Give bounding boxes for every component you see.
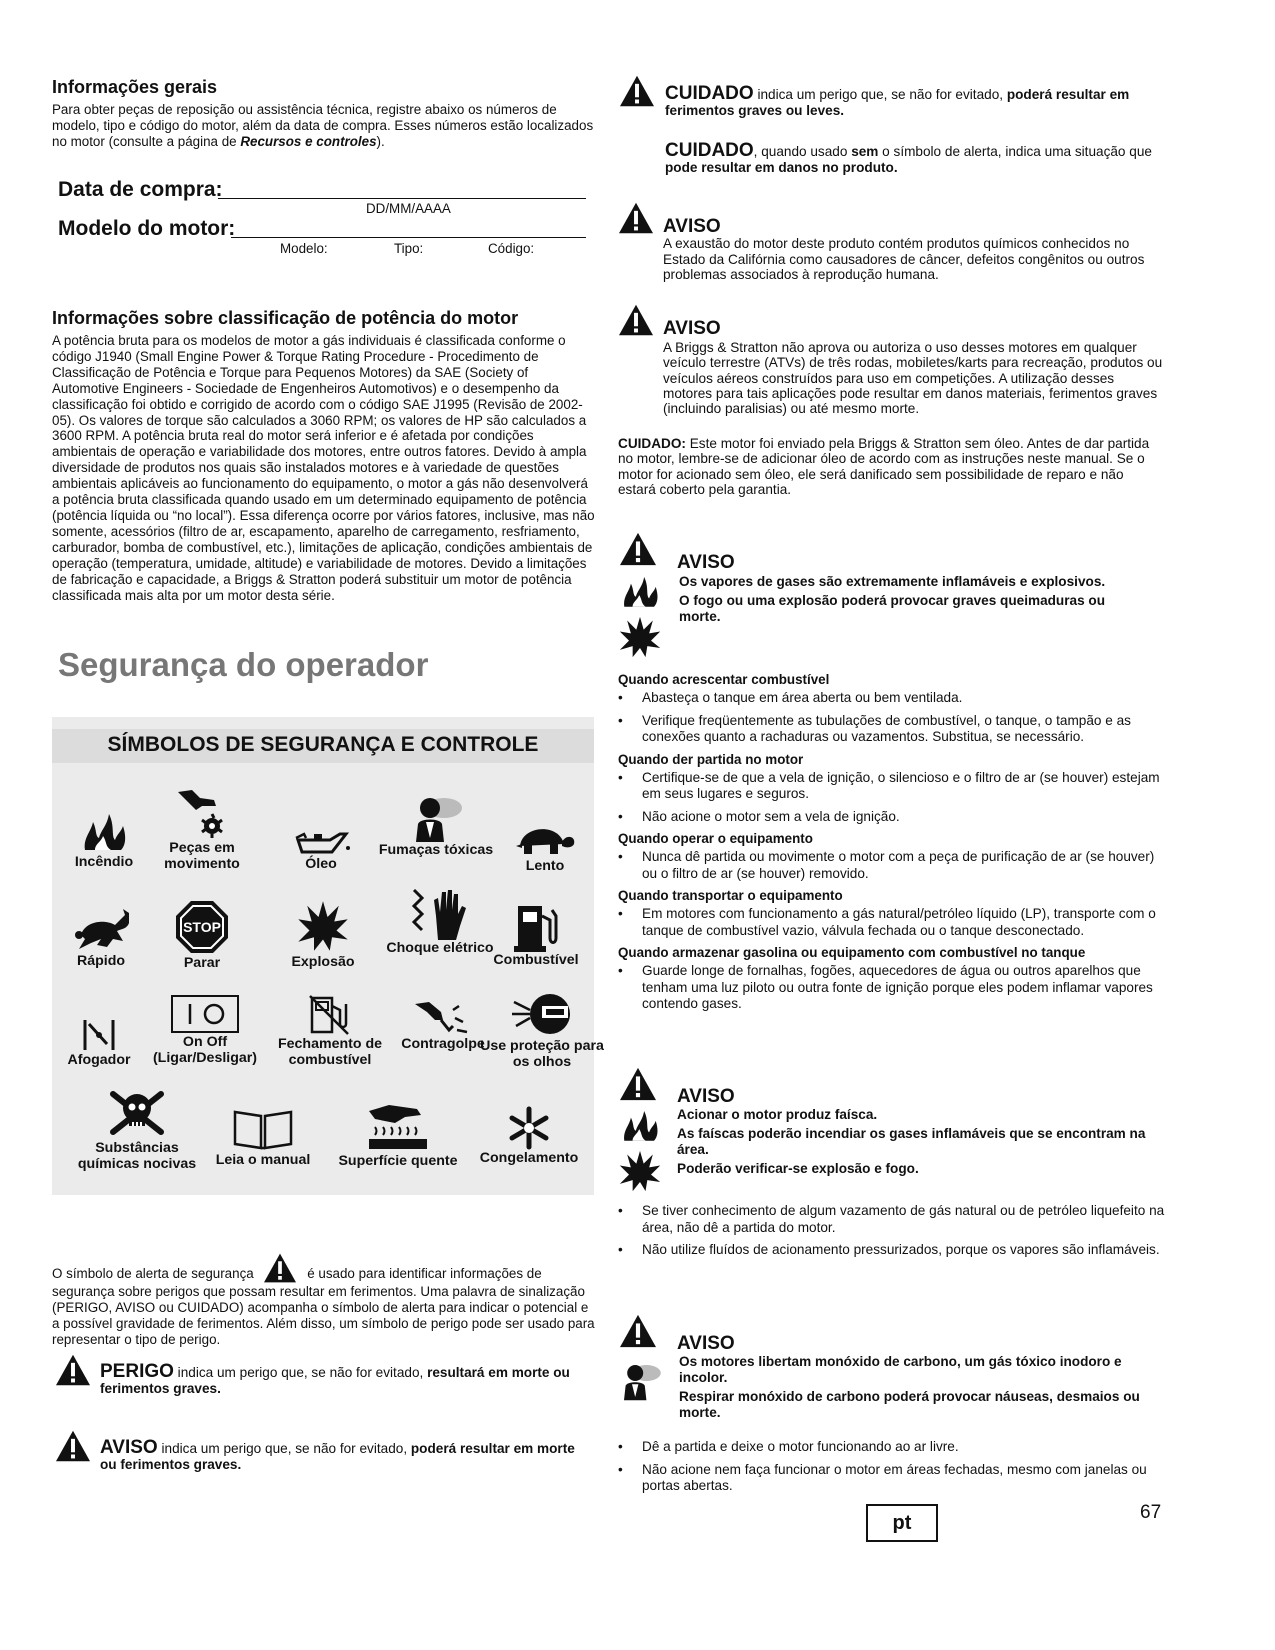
engine-model-label: Modelo do motor: bbox=[58, 217, 236, 240]
fire-icon bbox=[618, 1106, 662, 1144]
aviso5-line2: Respirar monóxido de carbono poderá provocar náuseas, desmaios ou morte. bbox=[679, 1389, 1140, 1420]
eye-protection-icon bbox=[510, 992, 574, 1038]
alert-triangle-icon bbox=[55, 1353, 91, 1387]
list-heading: Quando acrescentar combustível bbox=[618, 672, 830, 687]
purchase-date-label: Data de compra: bbox=[58, 178, 223, 201]
aviso-bold: poderá resultar em morte ou ferimentos graves. bbox=[100, 1441, 575, 1472]
model-hint: Modelo: bbox=[280, 241, 328, 256]
electric-shock-icon bbox=[408, 886, 472, 940]
symbol-label: Congelamento bbox=[479, 1150, 579, 1166]
alert-triangle-icon bbox=[618, 201, 654, 235]
symbol-hot-surface bbox=[333, 1103, 463, 1169]
toxic-fumes-icon bbox=[406, 794, 466, 842]
symbol-label: Afogador bbox=[67, 1052, 131, 1068]
aviso-definition bbox=[100, 1437, 595, 1473]
co-list bbox=[618, 1439, 1168, 1501]
language-tab: pt bbox=[866, 1504, 938, 1542]
list-item: • Abasteça o tanque em área aberta ou bem ventilada. bbox=[618, 690, 1168, 707]
purchase-date-line[interactable] bbox=[218, 198, 586, 199]
spark-list bbox=[618, 1203, 1168, 1265]
symbol-label: Contragolpe bbox=[401, 1036, 485, 1052]
symbol-label: Substâncias químicas nocivas bbox=[77, 1140, 197, 1172]
aviso3-line2: O fogo ou uma explosão poderá provocar graves queimaduras ou morte. bbox=[679, 593, 1106, 624]
aviso-word: AVISO bbox=[100, 1437, 158, 1458]
list-heading: Quando der partida no motor bbox=[618, 751, 804, 767]
explosion-icon bbox=[618, 1148, 662, 1194]
on-off-icon bbox=[170, 994, 240, 1034]
aviso3-word: AVISO bbox=[677, 552, 735, 573]
symbol-slow bbox=[480, 818, 610, 874]
rabbit-icon bbox=[71, 905, 131, 953]
page-number: 67 bbox=[1140, 1502, 1162, 1523]
aviso5-word: AVISO bbox=[677, 1333, 735, 1354]
symbol-label: Use proteção para os olhos bbox=[480, 1038, 604, 1070]
symbol-label: Fechamento de combustível bbox=[277, 1036, 383, 1068]
symbol-explosion bbox=[258, 898, 388, 970]
symbol-harmful-chemicals bbox=[72, 1086, 202, 1172]
aviso2-text: A Briggs & Stratton não aprova ou autoriza o uso desses motores em qualquer veículo terrestre (ATVs) de três rodas, mobiletes/karts para recreação, produtos ou veículos aéreos construídos para uso em competições. A utilização desses motores para tais aplicações pode resultar em danos materiais, ferimentos graves (incluindo paralisias) ou até mesmo morte. bbox=[663, 340, 1163, 417]
general-text bbox=[52, 102, 597, 150]
symbol-label: Fumaças tóxicas bbox=[378, 842, 494, 858]
symbol-read-manual bbox=[198, 1106, 328, 1168]
aviso3-line1: Os vapores de gases são extremamente inflamáveis e explosivos. bbox=[679, 574, 1106, 589]
symbol-label: Explosão bbox=[291, 954, 355, 970]
symbol-label: Combustível bbox=[493, 952, 579, 968]
choke-icon bbox=[81, 1018, 117, 1052]
general-text-post: ). bbox=[376, 133, 385, 149]
list bbox=[618, 849, 1168, 882]
symbols-header: SÍMBOLOS DE SEGURANÇA E CONTROLE bbox=[52, 729, 594, 763]
list bbox=[618, 963, 1168, 1013]
alert-explanation bbox=[52, 1252, 597, 1348]
explosion-icon bbox=[618, 614, 662, 660]
cuidado-oil-label: CUIDADO: bbox=[618, 436, 686, 451]
symbol-label: Leia o manual bbox=[215, 1152, 311, 1168]
stop-icon bbox=[174, 899, 230, 955]
symbol-stop bbox=[137, 899, 267, 971]
symbol-label: Superfície quente bbox=[338, 1153, 458, 1169]
alert-triangle-icon bbox=[618, 1313, 658, 1349]
symbol-label: Parar bbox=[183, 955, 221, 971]
alert-triangle-icon bbox=[618, 74, 656, 108]
cuidado-sem: sem bbox=[851, 144, 879, 159]
list-heading: Quando transportar o equipamento bbox=[618, 888, 843, 903]
explosion-icon bbox=[296, 898, 350, 954]
aviso4-line2: As faíscas poderão incendiar os gases inflamáveis que se encontram na área. bbox=[677, 1126, 1146, 1157]
skull-crossbones-icon bbox=[107, 1086, 167, 1140]
alert-triangle-icon bbox=[618, 531, 658, 567]
stop-text: STOP bbox=[183, 919, 221, 935]
type-hint: Tipo: bbox=[394, 241, 424, 256]
toxic-fumes-icon bbox=[616, 1358, 664, 1404]
aviso-mid: indica um perigo que, se não for evitado, bbox=[157, 1441, 411, 1456]
list-item: • Se tiver conhecimento de algum vazamento de gás natural ou de petróleo liquefeito na área, não dê a partida do motor. bbox=[618, 1203, 1168, 1236]
fuel-pump-icon bbox=[512, 902, 560, 952]
symbol-on-off bbox=[140, 994, 270, 1066]
alert-triangle-icon bbox=[55, 1429, 91, 1463]
symbol-freezing bbox=[464, 1106, 594, 1166]
list-item: • Verifique freqüentemente as tubulações de combustível, o tanque, o tampão e as conexões quanto a rachaduras ou vazamentos. Substitua, se necessário. bbox=[618, 713, 1168, 746]
list-item: • Em motores com funcionamento a gás natural/petróleo líquido (LP), transporte com o tanque de combustível vazio, válvula fechada ou o tanque desconectado. bbox=[618, 906, 1168, 939]
alert-text-post: é usado para identificar informações de segurança sobre perigos que possam resultar em ferimentos. Uma palavra de sinalização (PERIGO, AVISO ou CUIDADO) acompanha o símbolo de alerta para indicar o potencial e a possível gravidade de ferimentos. Além disso, um símbolo de perigo pode ser usado para representar o tipo de perigo. bbox=[52, 1266, 595, 1347]
list-item: • Dê a partida e deixe o motor funcionando ao ar livre. bbox=[618, 1439, 1168, 1456]
perigo-definition bbox=[100, 1361, 595, 1397]
list-item: • Não utilize fluídos de acionamento pressurizados, porque os vapores são inflamáveis. bbox=[618, 1242, 1168, 1259]
symbol-label: Rápido bbox=[76, 953, 126, 969]
power-title: Informações sobre classificação de potência do motor bbox=[52, 308, 519, 328]
cuidado-mid: indica um perigo que, se não for evitado, bbox=[753, 87, 1007, 102]
cuidado-oil-note bbox=[618, 436, 1165, 498]
book-icon bbox=[231, 1106, 295, 1152]
turtle-icon bbox=[512, 818, 578, 858]
symbol-fuel-shutoff bbox=[265, 994, 395, 1068]
oil-can-icon bbox=[292, 826, 350, 856]
alert-triangle-icon bbox=[618, 303, 654, 337]
fire-icon bbox=[618, 572, 662, 610]
list bbox=[618, 906, 1168, 939]
power-text: A potência bruta para os modelos de motor a gás individuais é classificada conforme o código J1940 (Small Engine Power & Torque Rating Procedure - Procedimento de Classificação de Potência e Torque para Pequenos Motores) da SAE (Society of Automotive Engineers - Sociedade de Engenheiros Automotivos) e o desempenho da classificação foi obtido e corrigido de acordo com o código SAE J1995 (Revisão de 2002-05). Os valores de torque são calculados a 3060 RPM; os valores de HP são calculados a 3600 RPM. A potência bruta real do motor será inferior e é afetada por condições ambientais de operação e variabilidade dos motores, entre outros fatores. Devido à ampla diversidade de produtos nos quais são instalados motores e à variedade de questões ambientais aplicáveis ao funcionamento do equipamento, o motor a gás não desenvolverá a potência bruta classificada quando usado em um determinado equipamento de potência (potência líquida ou “no local”). Essa diferença ocorre por vários fatores, inclusive, mas não somente, acessórios (filtro de ar, escapamento, aparelho de carregamento, resfriamento, carburador, bomba de combustível, etc.), limitações de aplicação, condições ambientais de operação (temperatura, umidade, altitude) e variabilidade de motores. Devido a limitações de fabricação e capacidade, a Briggs & Stratton poderá substituir um motor de potência classificada mais alta por um motor desta série. bbox=[52, 333, 595, 603]
cuidado-bold: poderá resultar em ferimentos graves ou leves. bbox=[665, 87, 1130, 118]
perigo-bold: resultará em morte ou ferimentos graves. bbox=[100, 1365, 570, 1396]
cuidado-bold: pode resultar em danos no produto. bbox=[665, 160, 898, 175]
symbol-label: Choque elétrico bbox=[386, 940, 494, 956]
list-item: • Nunca dê partida ou movimente o motor com a peça de purificação de ar (se houver) ou o filtro de ar (se houver) removido. bbox=[618, 849, 1168, 882]
symbol-eye-protection bbox=[477, 992, 607, 1070]
general-text-emphasis: Recursos e controles bbox=[240, 133, 377, 149]
hot-surface-icon bbox=[365, 1103, 431, 1153]
aviso2-word: AVISO bbox=[663, 318, 721, 339]
perigo-word: PERIGO bbox=[100, 1361, 174, 1382]
cuidado-mid1: , quando usado bbox=[753, 144, 852, 159]
cuidado-no-symbol-definition bbox=[665, 140, 1165, 176]
code-hint: Código: bbox=[488, 241, 535, 256]
aviso4-line3: Poderão verificar-se explosão e fogo. bbox=[677, 1161, 919, 1176]
cuidado-mid2: o símbolo de alerta, indica uma situação que bbox=[878, 144, 1152, 159]
aviso1-text: A exaustão do motor deste produto contém produtos químicos conhecidos no Estado da Califórnia como causadores de câncer, defeitos congênitos ou outros problemas associados à reprodução humana. bbox=[663, 236, 1145, 282]
snowflake-icon bbox=[507, 1106, 551, 1150]
list-item: • Não acione nem faça funcionar o motor em áreas fechadas, mesmo com janelas ou portas abertas. bbox=[618, 1462, 1168, 1495]
symbol-label: Lento bbox=[525, 858, 565, 874]
perigo-mid: indica um perigo que, se não for evitado, bbox=[173, 1365, 428, 1380]
cuidado-oil-text: Este motor foi enviado pela Briggs & Stratton sem óleo. Antes de dar partida no motor, lembre-se de adicionar óleo de acordo com as instruções neste manual. Se o motor for acionado sem óleo, ele será danificado sem possibilidade de reparo e não estará coberto pela garantia. bbox=[618, 436, 1150, 498]
list-item: • Guarde longe de fornalhas, fogões, aquecedores de água ou outros aparelhos que tenham uma luz piloto ou outra fonte de ignição porque eles podem inflamar vapores contendo gases. bbox=[618, 963, 1168, 1013]
general-text-pre: Para obter peças de reposição ou assistência técnica, registre abaixo os números de modelo, tipo e código do motor, além da data de compra. Esses números estão localizados no motor (consulte a página de bbox=[52, 102, 594, 149]
alert-triangle-icon bbox=[261, 1252, 299, 1284]
symbol-label: On Off (Ligar/Desligar) bbox=[152, 1034, 258, 1066]
symbol-label: Peças em movimento bbox=[164, 840, 240, 872]
aviso4-line1: Acionar o motor produz faísca. bbox=[677, 1107, 878, 1122]
list bbox=[618, 770, 1168, 826]
symbol-label: Incêndio bbox=[74, 854, 134, 870]
alert-triangle-icon bbox=[618, 1066, 658, 1102]
engine-model-line[interactable] bbox=[231, 237, 586, 238]
kickback-icon bbox=[413, 1000, 473, 1036]
date-format-hint: DD/MM/AAAA bbox=[366, 201, 451, 216]
symbol-oil bbox=[256, 826, 386, 872]
aviso4-word: AVISO bbox=[677, 1086, 735, 1107]
list-item: • Não acione o motor sem a vela de ignição. bbox=[618, 809, 1168, 826]
cuidado-definition bbox=[665, 83, 1165, 119]
fire-icon bbox=[74, 808, 134, 854]
list-heading: Quando armazenar gasolina ou equipamento com combustível no tanque bbox=[618, 945, 1086, 960]
fuel-safety-lists bbox=[618, 672, 1168, 1019]
moving-parts-icon bbox=[174, 788, 230, 840]
aviso1-word: AVISO bbox=[663, 216, 721, 237]
list bbox=[618, 690, 1168, 746]
cuidado-word: CUIDADO bbox=[665, 83, 754, 104]
safety-section-title: Segurança do operador bbox=[58, 646, 429, 683]
fuel-shutoff-icon bbox=[308, 994, 352, 1036]
symbol-label: Óleo bbox=[305, 856, 337, 872]
symbol-moving-parts bbox=[137, 788, 267, 872]
aviso5-line1: Os motores libertam monóxido de carbono, um gás tóxico inodoro e incolor. bbox=[679, 1354, 1122, 1385]
general-title: Informações gerais bbox=[52, 77, 218, 97]
alert-text-pre: O símbolo de alerta de segurança bbox=[52, 1266, 254, 1281]
symbol-fuel bbox=[471, 902, 601, 968]
list-heading: Quando operar o equipamento bbox=[618, 831, 813, 846]
list-item: • Certifique-se de que a vela de ignição, o silencioso e o filtro de ar (se houver) estejam em seus lugares e seguros. bbox=[618, 770, 1168, 803]
cuidado-word: CUIDADO bbox=[665, 140, 754, 161]
